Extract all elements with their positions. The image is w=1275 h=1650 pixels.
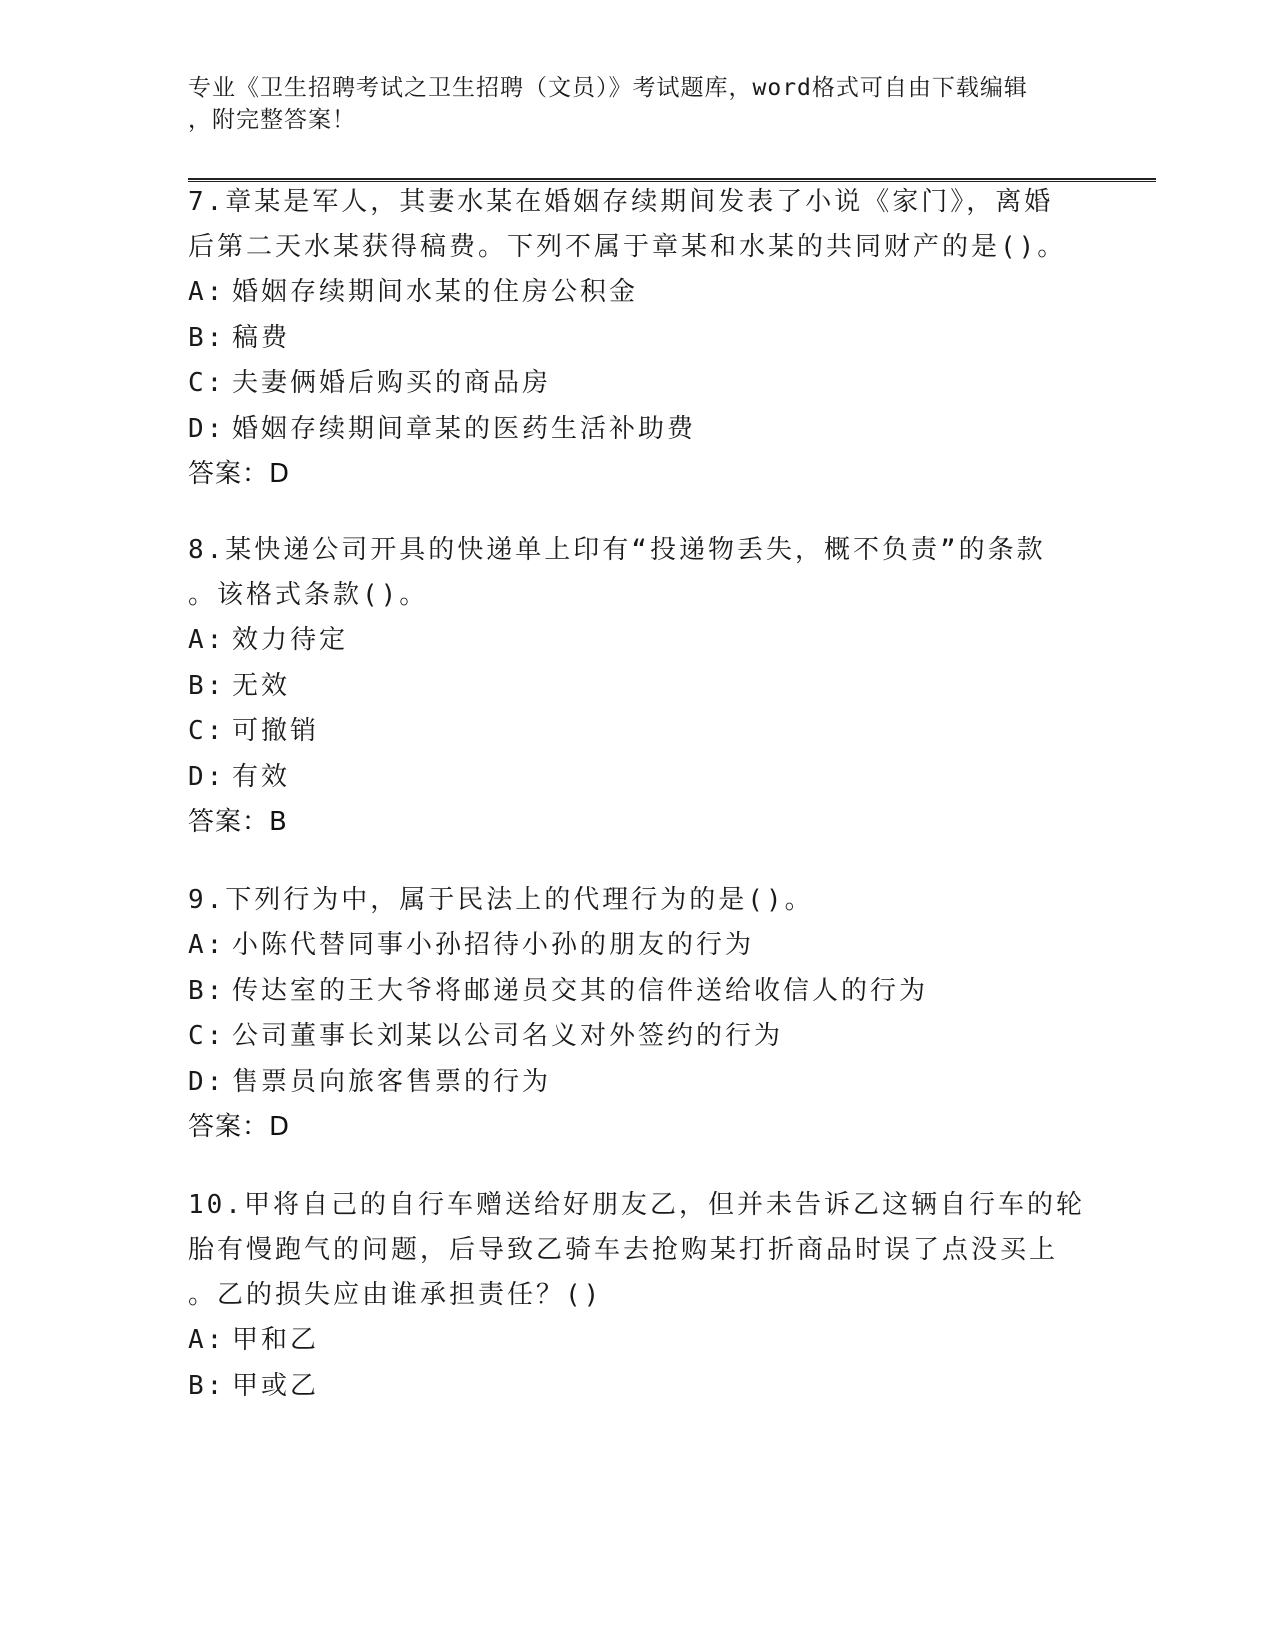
- answer-label: 答案：D: [188, 459, 291, 489]
- option-c: [188, 1014, 1088, 1060]
- option-key: B:: [188, 975, 226, 1006]
- option-c: [188, 709, 1088, 755]
- option-b: [188, 969, 1088, 1015]
- question-text: 8.某快递公司开具的快递单上印有“投递物丢失，概不负责”的条款: [188, 535, 1046, 565]
- option-a: [188, 270, 1088, 316]
- option-key: D:: [188, 761, 226, 792]
- option-b: [188, 1364, 1088, 1410]
- option-key: C:: [188, 368, 226, 398]
- option-text: 售票员向旅客售票的行为: [232, 1066, 552, 1097]
- question-text: 7.章某是军人，其妻水某在婚姻存续期间发表了小说《家门》，离婚: [188, 187, 1054, 217]
- option-text: 稿费: [232, 322, 291, 353]
- option-key: A:: [188, 1325, 226, 1355]
- option-a: [188, 923, 1088, 969]
- option-text: 传达室的王大爷将邮递员交其的信件送给收信人的行为: [232, 975, 929, 1006]
- option-key: B:: [188, 670, 226, 701]
- option-text: 效力待定: [232, 625, 349, 655]
- option-key: C:: [188, 1021, 226, 1051]
- question-text: 。乙的损失应由谁承担责任？(): [188, 1280, 603, 1310]
- question-text: 。该格式条款()。: [188, 580, 429, 610]
- question-7: [188, 180, 1088, 497]
- option-text: 婚姻存续期间章某的医药生活补助费: [232, 413, 697, 444]
- option-text: 夫妻俩婚后购买的商品房: [232, 368, 552, 398]
- option-text: 小陈代替同事小孙招待小孙的朋友的行为: [232, 930, 755, 960]
- question-9: [188, 878, 1088, 1150]
- option-key: C:: [188, 716, 226, 746]
- option-key: B:: [188, 322, 226, 353]
- option-text: 甲和乙: [232, 1325, 320, 1355]
- option-c: [188, 361, 1088, 407]
- option-text: 婚姻存续期间水某的住房公积金: [232, 277, 639, 307]
- header-line: 专业《卫生招聘考试之卫生招聘（文员）》考试题库，word格式可自由下载编辑: [188, 75, 1028, 101]
- option-d: [188, 755, 1088, 801]
- option-d: [188, 407, 1088, 453]
- option-text: 公司董事长刘某以公司名义对外签约的行为: [232, 1021, 784, 1051]
- header-line: ，附完整答案！: [188, 107, 356, 133]
- question-text: 10.甲将自己的自行车赠送给好朋友乙，但并未告诉乙这辆自行车的轮: [188, 1190, 1085, 1220]
- question-text: 后第二天水某获得稿费。下列不属于章某和水某的共同财产的是()。: [188, 232, 1067, 262]
- option-a: [188, 618, 1088, 664]
- option-key: B:: [188, 1370, 226, 1401]
- option-b: [188, 664, 1088, 710]
- option-text: 无效: [232, 670, 291, 701]
- answer-label: 答案：B: [188, 807, 288, 837]
- question-text: 9.下列行为中，属于民法上的代理行为的是()。: [188, 885, 814, 915]
- option-b: [188, 316, 1088, 362]
- option-key: A:: [188, 277, 226, 307]
- option-text: 甲或乙: [232, 1370, 320, 1401]
- option-d: [188, 1060, 1088, 1106]
- question-8: [188, 528, 1088, 845]
- option-key: A:: [188, 625, 226, 655]
- answer-label: 答案：D: [188, 1112, 291, 1142]
- option-key: D:: [188, 413, 226, 444]
- option-a: [188, 1318, 1088, 1364]
- option-key: D:: [188, 1066, 226, 1097]
- question-10: [188, 1183, 1088, 1409]
- option-text: 有效: [232, 761, 291, 792]
- option-text: 可撤销: [232, 716, 320, 746]
- document-header: [188, 72, 1088, 136]
- option-key: A:: [188, 930, 226, 960]
- question-text: 胎有慢跑气的问题，后导致乙骑车去抢购某打折商品时误了点没买上: [188, 1235, 1059, 1265]
